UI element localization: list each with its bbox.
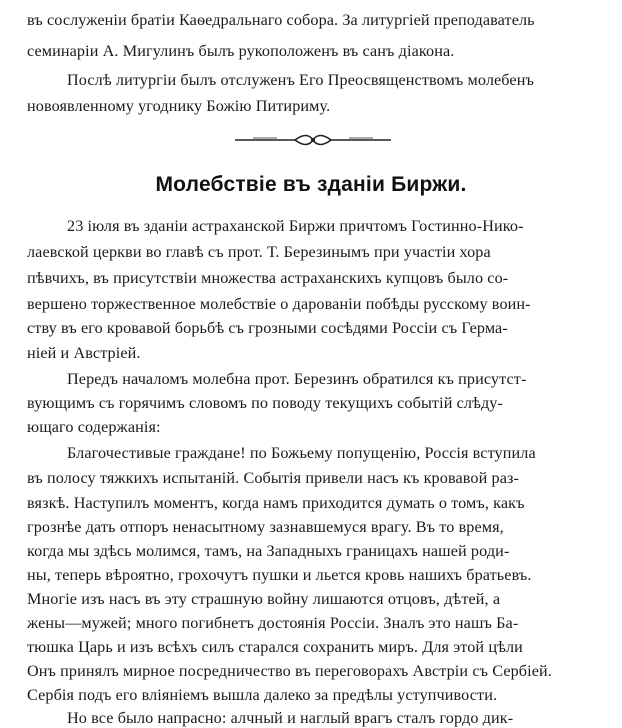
text-line: вязкѣ. Наступилъ моментъ, когда намъ приходится думать о томъ, какъ — [27, 494, 525, 512]
text-line: новоявленному угоднику Божію Питириму. — [27, 97, 331, 115]
text-line: тюшка Царь и изъ всѣхъ силъ старался сохранить миръ. Для этой цѣли — [27, 638, 523, 656]
text-line: Многіе изъ насъ въ эту страшную войну лишаются отцовъ, дѣтей, а — [27, 590, 501, 608]
text-line: въ сослуженіи братіи Каѳедральнаго собора. За литургіей преподаватель — [27, 11, 535, 29]
text-line: Но все было напрасно: алчный и наглый врагъ сталъ гордо дик- — [67, 709, 514, 727]
section-heading: Молебствіе въ зданіи Биржи. — [155, 173, 467, 196]
text-line: жены—мужей; много погибнетъ достоянія Россіи. Зналъ это нашъ Ба- — [27, 614, 519, 632]
text-line: пѣвчихъ, въ присутствіи множества астраханскихъ купцовъ было со- — [27, 269, 509, 287]
text-line: Передъ началомъ молебна прот. Березинъ обратился къ присутст- — [67, 370, 527, 388]
text-line: грознѣе дать отпоръ ненасытному зазнавшемуся врагу. Въ то время, — [27, 518, 504, 536]
text-line: семинаріи А. Мигулинъ былъ рукоположенъ въ санъ діакона. — [27, 42, 455, 60]
text-line: Сербія подъ его вліяніемъ вышла далеко за предѣлы уступчивости. — [27, 686, 498, 704]
text-line: ству въ его кровавой борьбѣ съ грозными сосѣдями Россіи съ Герма- — [27, 319, 508, 337]
text-line: ны, теперь вѣроятно, грохочутъ пушки и льется кровь нашихъ братьевъ. — [27, 566, 532, 584]
text-line: вующимъ съ горячимъ словомъ по поводу текущихъ событій слѣду- — [27, 394, 503, 412]
text-line: Послѣ литургіи былъ отслуженъ Его Преосвященствомъ молебенъ — [67, 71, 534, 89]
text-line: въ полосу тяжкихъ испытаній. Событія привели насъ къ кровавой раз- — [27, 469, 519, 487]
text-line: когда мы здѣсь молимся, тамъ, на Западныхъ границахъ нашей роди- — [27, 542, 510, 560]
text-line: 23 іюля въ зданіи астраханской Биржи причтомъ Гостинно-Нико- — [67, 217, 524, 235]
text-line: вершено торжественное молебствіе о дарованіи побѣды русскому воин- — [27, 295, 531, 313]
text-line: ніей и Австріей. — [27, 344, 141, 362]
text-line: ющаго содержанія: — [27, 418, 161, 436]
text-line: Благочестивые граждане! по Божьему попущенію, Россія вступила — [67, 444, 536, 462]
text-line: лаевской церкви во главѣ съ прот. Т. Березинымъ при участіи хора — [27, 243, 491, 261]
ornament-divider-icon — [233, 132, 393, 148]
text-line: Онъ принялъ мирное посредничество въ переговорахъ Австріи съ Сербіей. — [27, 662, 552, 680]
